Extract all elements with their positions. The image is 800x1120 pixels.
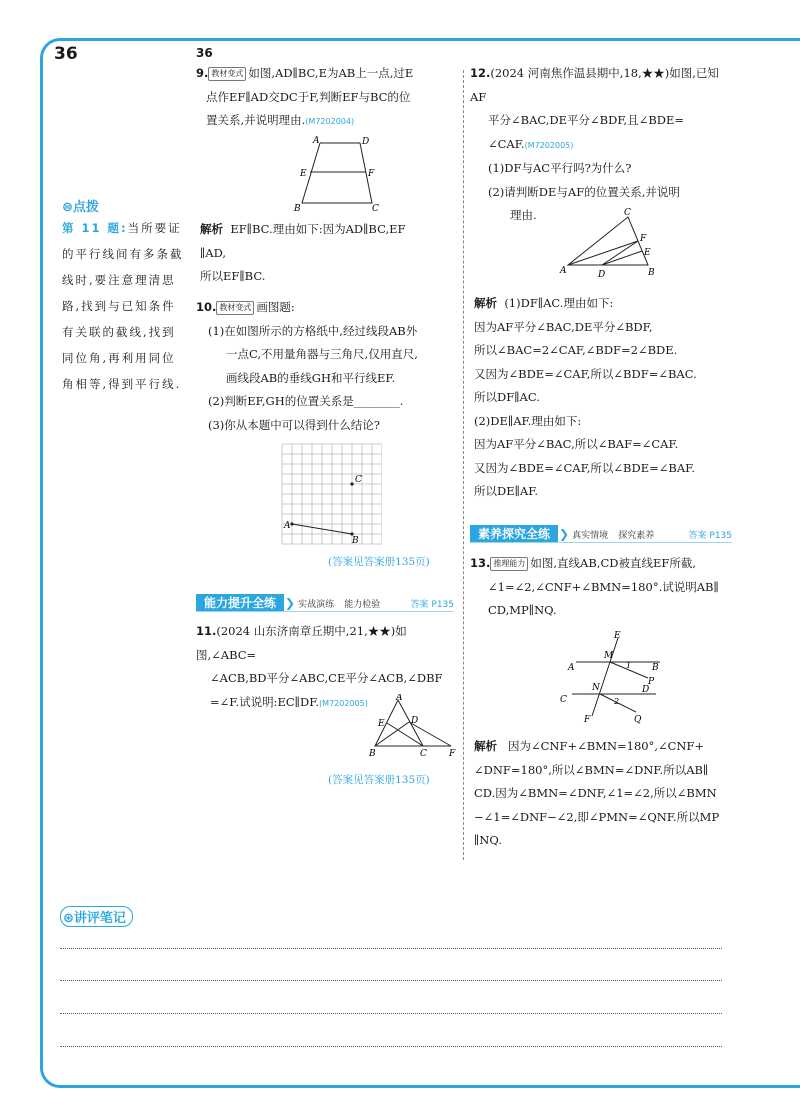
fig12-label-C: C xyxy=(624,208,631,218)
solution-9: 解析 EF∥BC.理由如下:因为AD∥BC,EF ∥AD, 所以EF∥BC. xyxy=(200,222,406,283)
chevron-icon: ❯ xyxy=(285,596,296,610)
notes-icon: ⊛ xyxy=(63,911,74,926)
fig12-label-F: F xyxy=(640,234,647,244)
code-link[interactable]: (M7202004) xyxy=(305,117,355,126)
note-line[interactable] xyxy=(60,1013,722,1014)
answer-page-link[interactable]: 答案 P135 xyxy=(688,530,732,541)
question-11: 11.(2024 山东济南章丘期中,21,★★)如图,∠ABC= ∠ACB,BD平分∠ABC,CE平分∠ACB,∠DBF =∠F.试说明:EC∥DF.(M7202005) xyxy=(196,624,443,709)
page-number: 36 xyxy=(54,44,78,64)
fig13-label-2: 2 xyxy=(614,697,620,706)
fig13-label-M: M xyxy=(604,651,614,661)
fig13-label-Q: Q xyxy=(634,715,642,725)
tip-title: ⊜点拨 xyxy=(62,200,99,215)
note-line[interactable] xyxy=(60,1046,722,1047)
tip-box xyxy=(62,196,187,397)
fig11-label-F: F xyxy=(449,749,456,758)
tag-reasoning: 推理能力 xyxy=(490,557,528,571)
fig12-label-D: D xyxy=(598,270,606,280)
section-ability: 能力提升全练 ❯ 实战演练 能力检验 答案 P135 xyxy=(196,594,454,612)
fig13-label-D: D xyxy=(642,685,650,695)
fig9-label-C: C xyxy=(372,204,379,213)
fig9-label-B: B xyxy=(294,204,301,213)
figure-q13 xyxy=(556,626,668,728)
fig12-label-B: B xyxy=(648,268,655,278)
fig13-label-B: B xyxy=(652,663,659,673)
fig10-label-A: A xyxy=(284,521,291,531)
notes-title: ⊛讲评笔记 xyxy=(60,906,133,927)
figure-q9 xyxy=(290,133,390,213)
column-divider xyxy=(463,70,464,860)
code-link[interactable]: (M7202005) xyxy=(319,698,368,708)
fig9-label-F: F xyxy=(368,169,375,179)
solution-13: 解析 因为∠CNF+∠BMN=180°,∠CNF+ ∠DNF=180°,所以∠BMN=∠DNF.所以AB∥ CD.因为∠BMN=∠DNF,∠1=∠2,所以∠BMN −∠1=∠DNF−∠2,即∠PMN=∠QNF.所以MP ∥NQ. xyxy=(474,739,720,847)
fig13-label-F: F xyxy=(584,715,591,725)
fig12-label-E: E xyxy=(644,248,651,258)
figure-q12 xyxy=(558,205,666,281)
fig13-label-E: E xyxy=(614,631,621,641)
fig9-label-A: A xyxy=(313,136,320,146)
fig11-label-D: D xyxy=(411,716,419,726)
fig10-label-B: B xyxy=(352,536,359,546)
note-line[interactable] xyxy=(60,980,722,981)
chevron-icon: ❯ xyxy=(559,527,570,541)
solution-12: 解析 (1)DF∥AC.理由如下: 因为AF平分∠BAC,DE平分∠BDF, 所以∠BAC=2∠CAF,∠BDF=2∠BDE. 又因为∠BDE=∠CAF,所以∠BDF=∠BAC. 所以DF∥AC. (2)DE∥AF.理由如下: 因为AF平分∠BAC,所以∠BAF=∠CAF. 又因为∠BDE=∠CAF,所以∠BDE=∠BAF. 所以DE∥AF. xyxy=(474,296,697,498)
tag-textbook-variant: 教材变式 xyxy=(208,67,246,81)
question-9: 9. 教材变式 如图,AD∥BC,E为AB上一点,过E 点作EF∥AD交DC于F,判断EF与BC的位 置关系,并说明理由.(M7202004) xyxy=(196,66,414,127)
question-10: 10. 教材变式 画图题: (1)在如图所示的方格纸中,经过线段AB外 一点C,不用量角器与三角尺,仅用直尺, 画线段AB的垂线GH和平行线EF. (2)判断EF,GH的位置关系是________. (3)你从本题中可以得到什么结论? xyxy=(196,300,418,432)
fig13-label-A: A xyxy=(568,663,575,673)
fig9-label-D: D xyxy=(362,137,370,147)
figure-q11 xyxy=(365,694,460,758)
fig11-label-C: C xyxy=(420,749,427,758)
fig9-label-E: E xyxy=(300,169,307,179)
fig13-label-1: 1 xyxy=(626,661,632,670)
question-12: 12.(2024 河南焦作温县期中,18,★★)如图,已知AF 平分∠BAC,DE平分∠BDF,且∠BDE= ∠CAF.(M7202005) (1)DF与AC平行吗?为什么? (2)请判断DE与AF的位置关系,并说明 理由. xyxy=(470,66,719,222)
question-13: 13. 推理能力 如图,直线AB,CD被直线EF所截, ∠1=∠2,∠CNF+∠BMN=180°.试说明AB∥ CD,MP∥NQ. xyxy=(470,556,719,617)
note-line[interactable] xyxy=(60,948,722,949)
fig11-label-E: E xyxy=(378,719,385,729)
tip-text: 第 11 题:当所要证的平行线间有多条截线时,要注意理清思路,找到与已知条件有关联的截线,找到同位角,再利用同位角相等,得到平行线. xyxy=(62,221,184,391)
answer-ref-11: (答案见答案册135页) xyxy=(328,774,430,786)
fig13-label-C: C xyxy=(560,695,567,705)
code-link[interactable]: (M7202005) xyxy=(524,140,574,150)
fig11-label-B: B xyxy=(369,749,376,758)
page-number-small: 36 xyxy=(196,46,213,60)
tag-textbook-variant: 教材变式 xyxy=(216,301,254,315)
fig13-label-N: N xyxy=(592,683,600,693)
fig12-label-A: A xyxy=(560,266,567,276)
fig13-label-P: P xyxy=(648,677,655,687)
answer-page-link[interactable]: 答案 P135 xyxy=(410,599,454,610)
fig11-label-A: A xyxy=(396,694,403,703)
fig10-label-C: C xyxy=(355,475,362,485)
tip-icon: ⊜ xyxy=(62,200,73,215)
figure-q10-grid xyxy=(278,440,382,548)
answer-ref-10: (答案见答案册135页) xyxy=(328,556,430,568)
section-literacy: 素养探究全练 ❯ 真实情境 探究素养 答案 P135 xyxy=(470,525,732,543)
